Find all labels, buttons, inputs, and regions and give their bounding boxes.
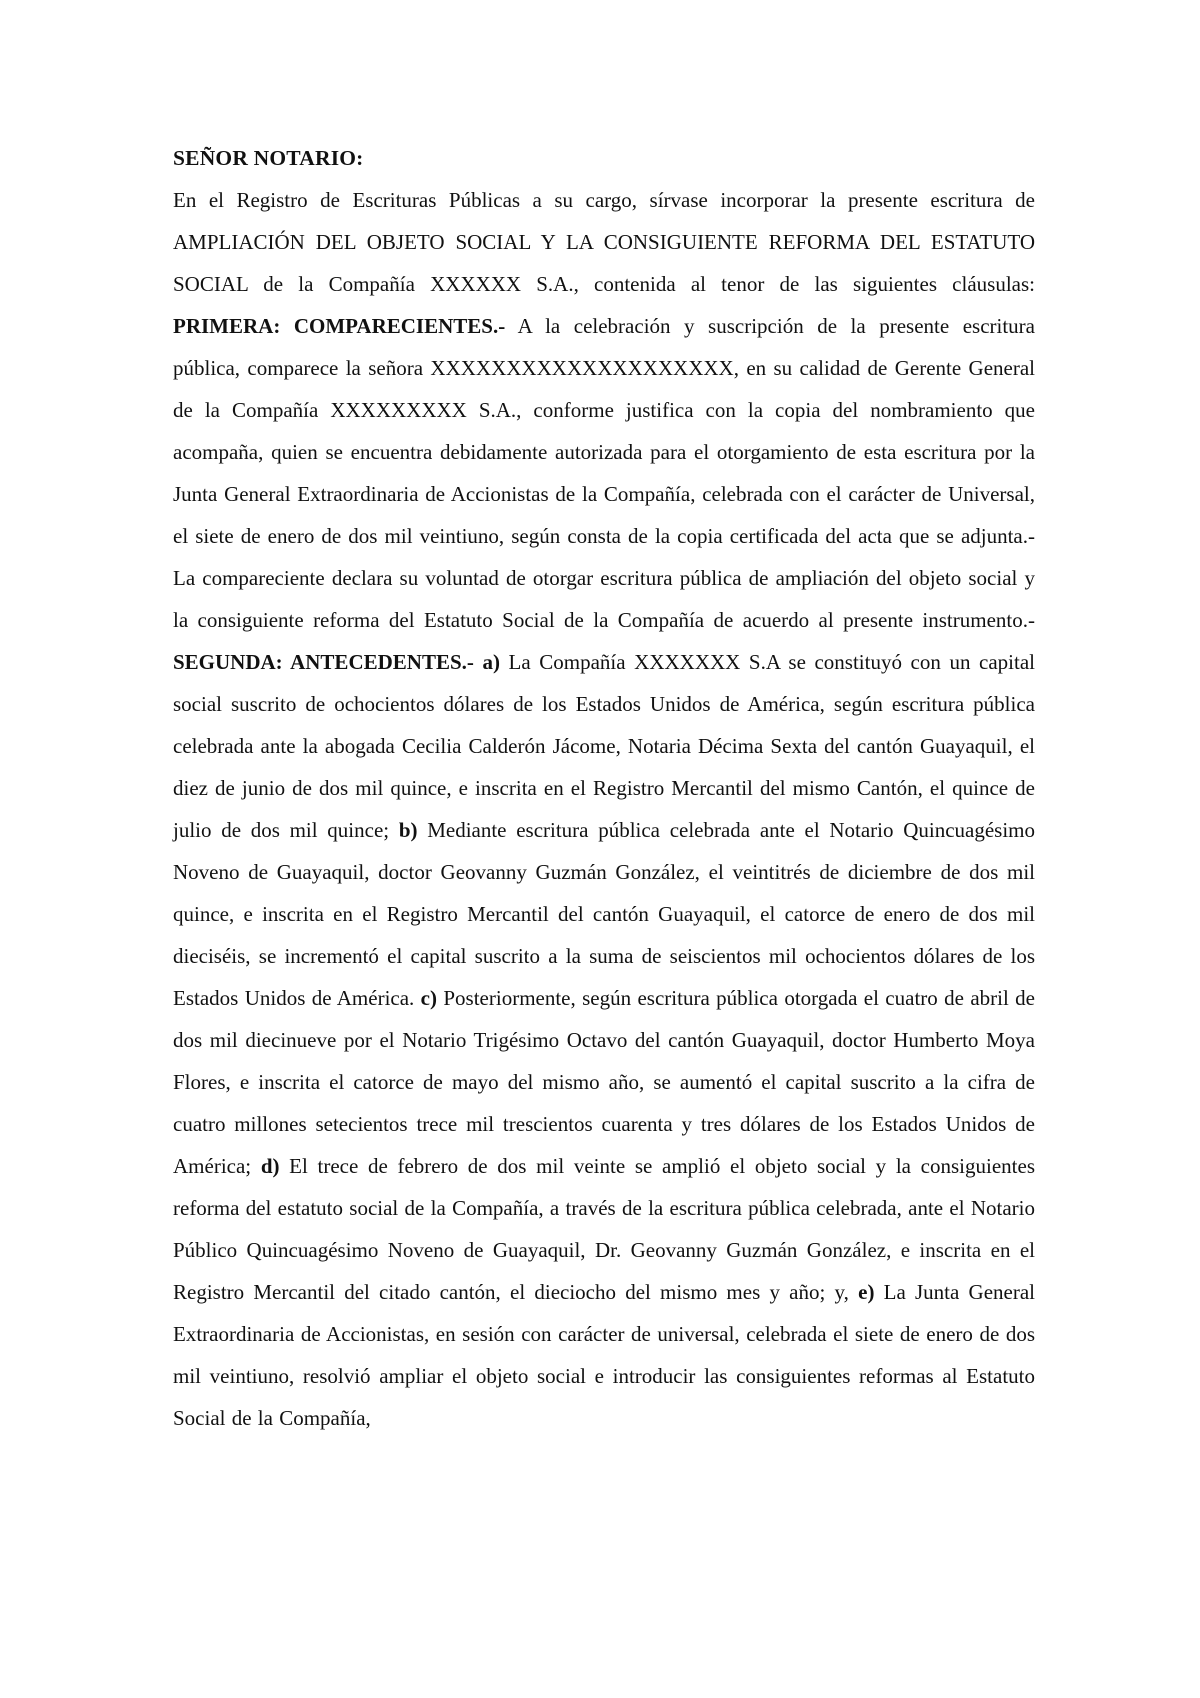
item-marker-b: b) xyxy=(398,818,418,842)
body-segment: El trece de febrero de dos mil veinte se amplió el objeto social y la consiguientes reforma del estatuto social de la Compañía, a través de la escritura pública celebrada, ante el Notario Público Quincuagésimo Noveno de Guayaquil, Dr. Geovanny Guzmán González, e inscrita en el Registro Mercantil del citado cantón, el dieciocho del mismo mes y año; y, xyxy=(173,1154,1035,1304)
body-segment: La Compañía XXXXXXX S.A se constituyó con un capital social suscrito de ochocientos dólares de los Estados Unidos de América, según escritura pública celebrada ante la abogada Cecilia Calderón Jácome, Notaria Décima Sexta del cantón Guayaquil, el diez de junio de dos mil quince, e inscrita en el Registro Mercantil del mismo Cantón, el quince de julio de dos mil quince; xyxy=(173,650,1035,842)
clause-title-primera: PRIMERA: COMPARECIENTES.- xyxy=(173,314,506,338)
item-marker-e: e) xyxy=(858,1280,875,1304)
item-marker-d: d) xyxy=(260,1154,280,1178)
clause-title-segunda: SEGUNDA: ANTECEDENTES.- a) xyxy=(173,650,500,674)
document-body xyxy=(173,179,1035,1439)
item-marker-c: c) xyxy=(420,986,437,1010)
body-segment: La Junta General Extraordinaria de Accionistas, en sesión con carácter de universal, celebrada el siete de enero de dos mil veintiuno, resolvió ampliar el objeto social e introducir las consiguientes reformas al Estatuto Social de la Compañía, xyxy=(173,1280,1035,1430)
body-segment: Mediante escritura pública celebrada ante el Notario Quincuagésimo Noveno de Guayaquil, doctor Geovanny Guzmán González, el veintitrés de diciembre de dos mil quince, e inscrita en el Registro Mercantil del cantón Guayaquil, el catorce de enero de dos mil dieciséis, se incrementó el capital suscrito a la suma de seiscientos mil ochocientos dólares de los Estados Unidos de América. xyxy=(173,818,1036,1010)
body-segment: En el Registro de Escrituras Públicas a su cargo, sírvase incorporar la presente escritura de AMPLIACIÓN DEL OBJETO SOCIAL Y LA CONSIGUIENTE REFORMA DEL ESTATUTO SOCIAL de la Compañía XXXXXX S.A., contenida al tenor de las siguientes cláusulas: xyxy=(173,188,1035,296)
body-segment: A la celebración y suscripción de la presente escritura pública, comparece la señora XXXXXXXXXXXXXXXXXXXX, en su calidad de Gerente General de la Compañía XXXXXXXXX S.A., conforme justifica con la copia del nombramiento que acompaña, quien se encuentra debidamente autorizada para el otorgamiento de esta escritura por la Junta General Extraordinaria de Accionistas de la Compañía, celebrada con el carácter de Universal, el siete de enero de dos mil veintiuno, según consta de la copia certificada del acta que se adjunta.- La compareciente declara su voluntad de otorgar escritura pública de ampliación del objeto social y la consiguiente reforma del Estatuto Social de la Compañía de acuerdo al presente instrumento.- xyxy=(173,314,1035,632)
body-segment: Posteriormente, según escritura pública otorgada el cuatro de abril de dos mil diecinueve por el Notario Trigésimo Octavo del cantón Guayaquil, doctor Humberto Moya Flores, e inscrita el catorce de mayo del mismo año, se aumentó el capital suscrito a la cifra de cuatro millones setecientos trece mil trescientos cuarenta y tres dólares de los Estados Unidos de América; xyxy=(173,986,1035,1178)
document-heading: SEÑOR NOTARIO: xyxy=(173,146,364,170)
